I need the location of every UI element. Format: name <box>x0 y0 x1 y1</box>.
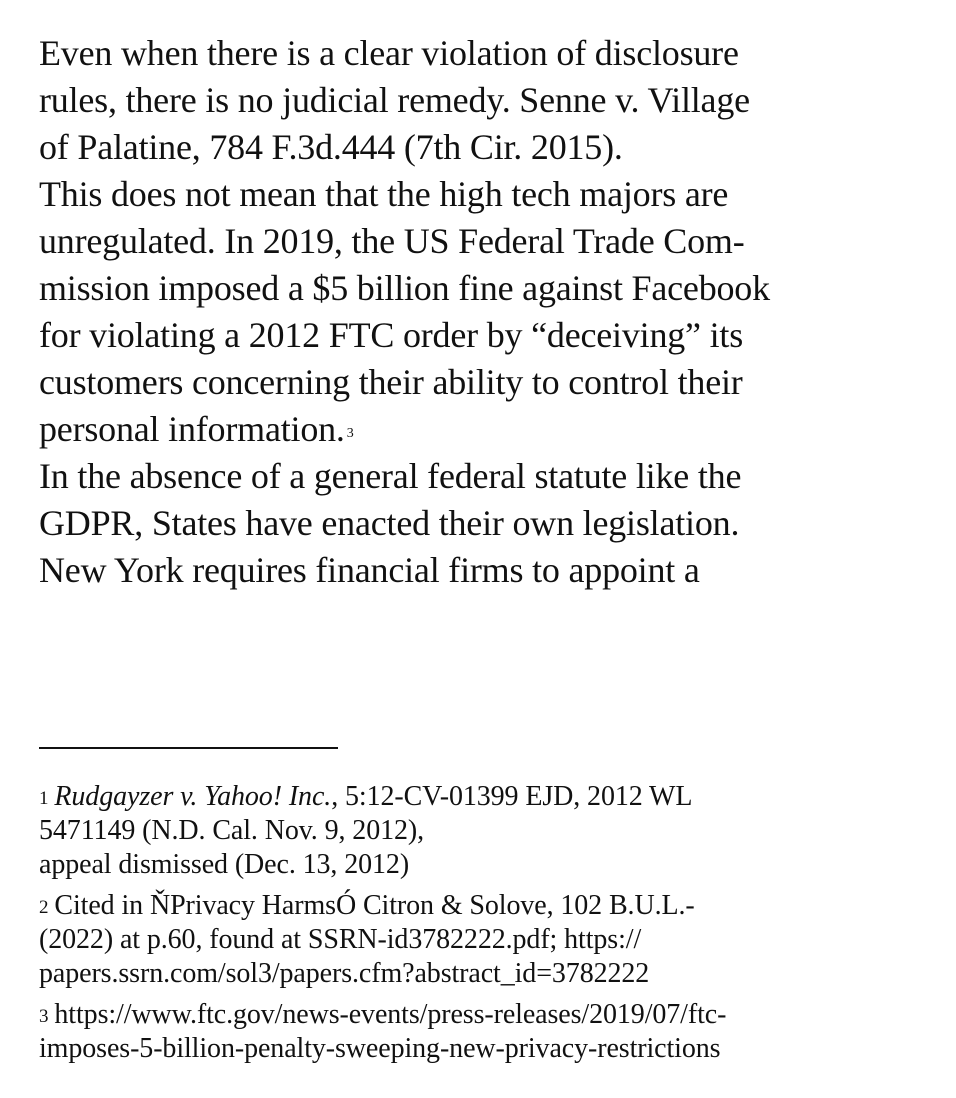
body-line: rules, there is no judicial remedy. Senne v. Village <box>39 80 750 120</box>
footnote-mark: 3 <box>39 1006 49 1027</box>
body-line: Even when there is a clear violation of disclosure <box>39 33 739 73</box>
footnote-line: 5471149 (N.D. Cal. Nov. 9, 2012), <box>39 815 425 846</box>
footnote-1 <box>39 780 939 882</box>
footnote-line <box>39 780 939 814</box>
footnote-link[interactable] <box>39 998 939 1032</box>
footnote-url[interactable]: https://www.ftc.gov/news-events/press-releases/2019/07/ftc- <box>54 999 727 1030</box>
footnote-line <box>39 889 939 923</box>
footnote-link[interactable]: papers.ssrn.com/sol3/papers.cfm?abstract_id=3782222 <box>39 958 650 989</box>
body-paragraphs <box>39 30 939 594</box>
body-line: unregulated. In 2019, the US Federal Trade Com- <box>39 221 745 261</box>
footnotes-section <box>39 780 939 1073</box>
body-line: of Palatine, 784 F.3d.444 (7th Cir. 2015). <box>39 127 623 167</box>
footnote-divider <box>39 747 338 749</box>
footnote-2 <box>39 889 939 991</box>
footnote-3 <box>39 998 939 1066</box>
body-line: customers concerning their ability to control their <box>39 362 743 402</box>
footnote-text: Cited in ŇPrivacy HarmsÓ Citron & Solove, 102 B.U.L.- <box>54 890 695 921</box>
body-line: In the absence of a general federal statute like the <box>39 456 742 496</box>
body-line: This does not mean that the high tech majors are <box>39 174 729 214</box>
body-line: mission imposed a $5 billion fine against Facebook <box>39 268 770 308</box>
footnote-mark: 2 <box>39 897 49 918</box>
case-name: Rudgayzer v. Yahoo! Inc. <box>54 781 332 812</box>
body-line-with-footnote <box>39 406 939 453</box>
footnote-mark: 1 <box>39 788 49 809</box>
body-line: GDPR, States have enacted their own legislation. <box>39 503 740 543</box>
body-line: for violating a 2012 FTC order by “deceiving” its <box>39 315 744 355</box>
body-line: New York requires financial firms to appoint a <box>39 550 700 590</box>
body-line-text: personal information. <box>39 409 345 449</box>
footnote-line[interactable]: (2022) at p.60, found at SSRN-id3782222.pdf; https:// <box>39 924 642 955</box>
footnote-line: appeal dismissed (Dec. 13, 2012) <box>39 849 410 880</box>
footnote-link[interactable]: imposes-5-billion-penalty-sweeping-new-privacy-restrictions <box>39 1033 721 1064</box>
footnote-reference[interactable]: 3 <box>346 426 354 441</box>
footnote-text: , 5:12-CV-01399 EJD, 2012 WL <box>331 781 693 812</box>
